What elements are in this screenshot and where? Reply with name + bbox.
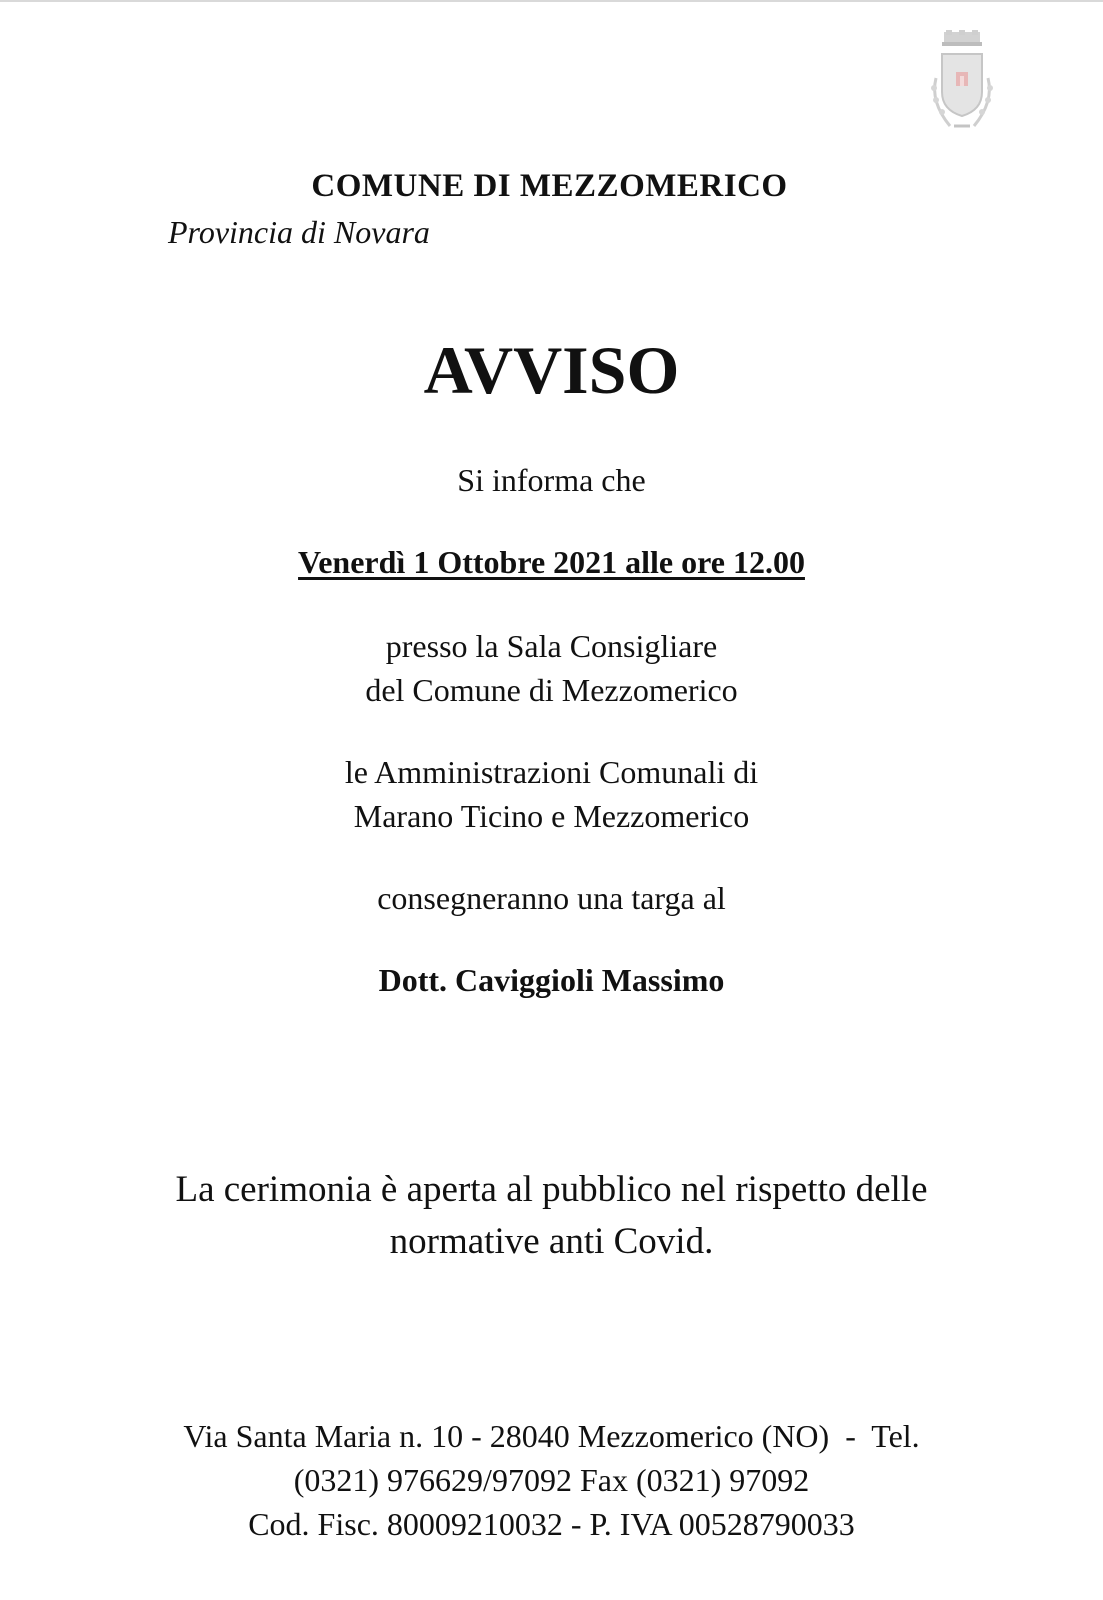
administrations-line-1: le Amministrazioni Comunali di [344, 754, 759, 790]
ceremony-note-line-1: La cerimonia è aperta al pubblico nel rispetto delle [175, 1169, 928, 1210]
municipality-name: COMUNE DI MEZZOMERICO [311, 168, 788, 204]
event-place-line-1: presso la Sala Consigliare [385, 628, 718, 664]
event-place-line-2: del Comune di Mezzomerico [365, 672, 738, 708]
crest-leaf [933, 97, 939, 103]
crest-crown-tower-mid [959, 30, 965, 35]
footer-phone-fax: (0321) 976629/97092 Fax (0321) 97092 [293, 1462, 810, 1498]
top-border [0, 0, 1103, 2]
crest-crown-base [942, 42, 982, 46]
footer-tax-codes: Cod. Fisc. 80009210032 - P. IVA 00528790033 [248, 1506, 855, 1542]
notice-intro: Si informa che [457, 462, 646, 498]
administrations-line-2: Marano Ticino e Mezzomerico [353, 798, 750, 834]
crest-crown-tower-left [946, 30, 952, 35]
crest-leaf [987, 85, 993, 91]
crest-crown-tower-right [972, 30, 978, 35]
notice-title: AVVISO [423, 332, 680, 408]
crest-leaf [939, 109, 945, 115]
award-recipient: Dott. Caviggioli Massimo [378, 962, 725, 998]
coat-of-arms-icon [926, 30, 998, 134]
crest-charge-door [960, 76, 964, 86]
crest-leaf [979, 109, 985, 115]
crest-leaf [985, 97, 991, 103]
footer-address: Via Santa Maria n. 10 - 28040 Mezzomerico (NO) - Tel. [183, 1418, 920, 1454]
province-name: Provincia di Novara [168, 214, 430, 250]
event-date-time: Venerdì 1 Ottobre 2021 alle ore 12.00 [298, 544, 805, 580]
event-action: consegneranno una targa al [377, 880, 726, 916]
ceremony-note-line-2: normative anti Covid. [389, 1221, 714, 1262]
crest-leaf [931, 85, 937, 91]
